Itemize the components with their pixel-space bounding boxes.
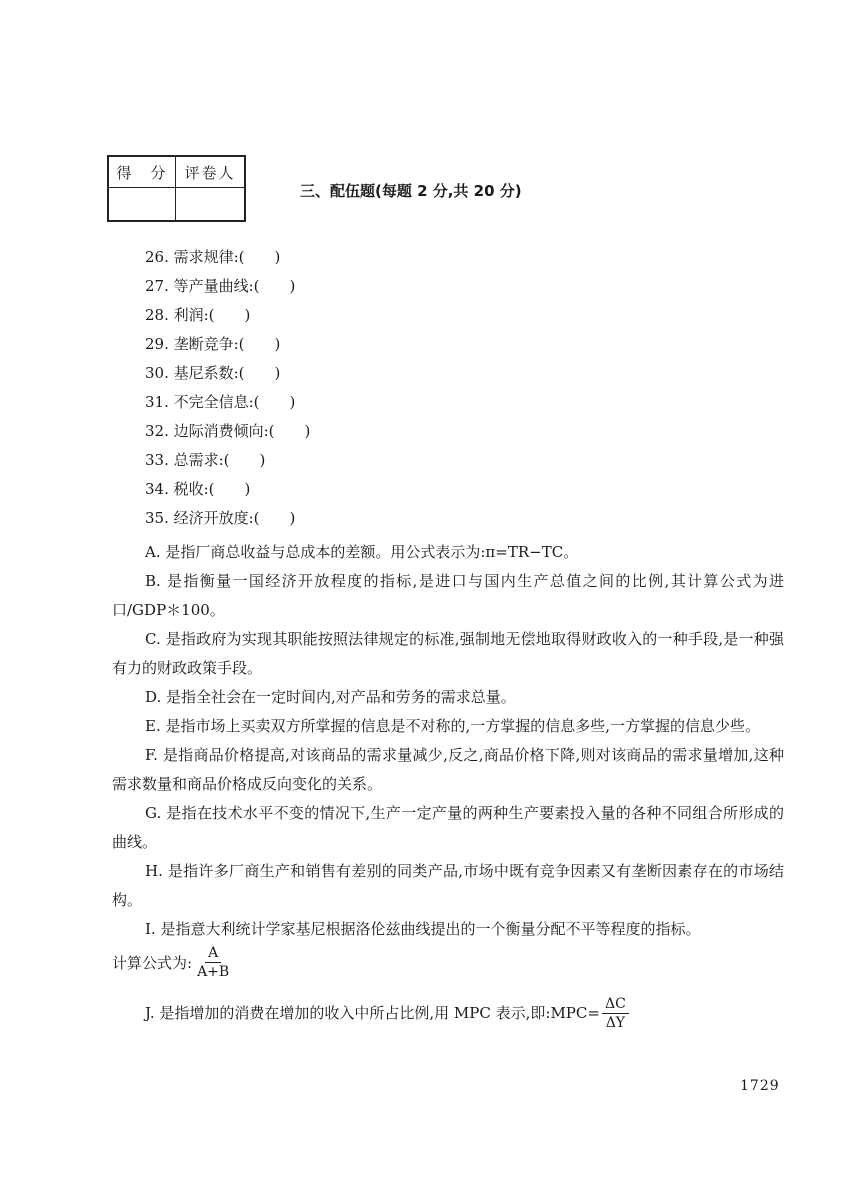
formula-lead: 计算公式为:: [112, 953, 193, 972]
question-item: 31. 不完全信息:( ): [145, 393, 296, 411]
definition-a: A. 是指厂商总收益与总成本的差额。用公式表示为:π=TR−TC。: [145, 543, 579, 561]
definitions-block: [112, 538, 784, 1032]
definition-h: H. 是指许多厂商生产和销售有差别的同类产品,市场中既有竞争因素又有垄断因素存在的市场结构。: [112, 862, 784, 909]
question-item: 26. 需求规律:( ): [145, 248, 281, 266]
grader-header: 评卷人: [176, 156, 246, 188]
question-item: 33. 总需求:( ): [145, 451, 266, 469]
fraction-denominator: A+B: [197, 964, 230, 980]
page-number: 1729: [740, 1078, 780, 1094]
definition-e: E. 是指市场上买卖双方所掌握的信息是不对称的,一方掌握的信息多些,一方掌握的信息少些。: [145, 717, 761, 735]
question-item: 30. 基尼系数:( ): [145, 364, 281, 382]
grader-cell: [176, 188, 246, 222]
question-item: 34. 税收:( ): [145, 480, 251, 498]
definition-b: B. 是指衡量一国经济开放程度的指标,是进口与国内生产总值之间的比例,其计算公式为进口/GDP＊100。: [112, 572, 784, 619]
definition-j-text: J. 是指增加的消费在增加的收入中所占比例,用 MPC 表示,即:MPC=: [145, 1004, 600, 1022]
score-table: [107, 155, 246, 222]
question-item: 28. 利润:( ): [145, 306, 251, 324]
question-item: 32. 边际消费倾向:( ): [145, 422, 311, 440]
fraction-numerator: ΔC: [602, 995, 629, 1014]
definition-g: G. 是指在技术水平不变的情况下,生产一定产量的两种生产要素投入量的各种不同组合所形成的曲线。: [112, 804, 784, 851]
definition-i: I. 是指意大利统计学家基尼根据洛伦兹曲线提出的一个衡量分配不平等程度的指标。: [145, 920, 701, 938]
question-list: [145, 245, 310, 535]
definition-f: F. 是指商品价格提高,对该商品的需求量减少,反之,商品价格下降,则对该商品的需求量增加,这种需求数量和商品价格成反向变化的关系。: [112, 746, 784, 793]
score-header: 得 分: [108, 156, 176, 188]
definition-i-formula: [112, 944, 784, 981]
question-item: 29. 垄断竞争:( ): [145, 335, 281, 353]
definition-j: [112, 995, 784, 1032]
gini-fraction: [194, 944, 232, 981]
question-item: 35. 经济开放度:( ): [145, 509, 296, 527]
fraction-numerator: A: [205, 944, 221, 963]
fraction-denominator: ΔY: [605, 1015, 626, 1031]
definition-c: C. 是指政府为实现其职能按照法律规定的标准,强制地无偿地取得财政收入的一种手段,是一种强有力的财政政策手段。: [112, 630, 784, 677]
definition-d: D. 是指全社会在一定时间内,对产品和劳务的需求总量。: [145, 688, 516, 706]
score-cell: [108, 188, 176, 222]
question-item: 27. 等产量曲线:( ): [145, 277, 296, 295]
mpc-fraction: [602, 995, 629, 1032]
section-title: 三、配伍题(每题 2 分,共 20 分): [300, 182, 522, 200]
